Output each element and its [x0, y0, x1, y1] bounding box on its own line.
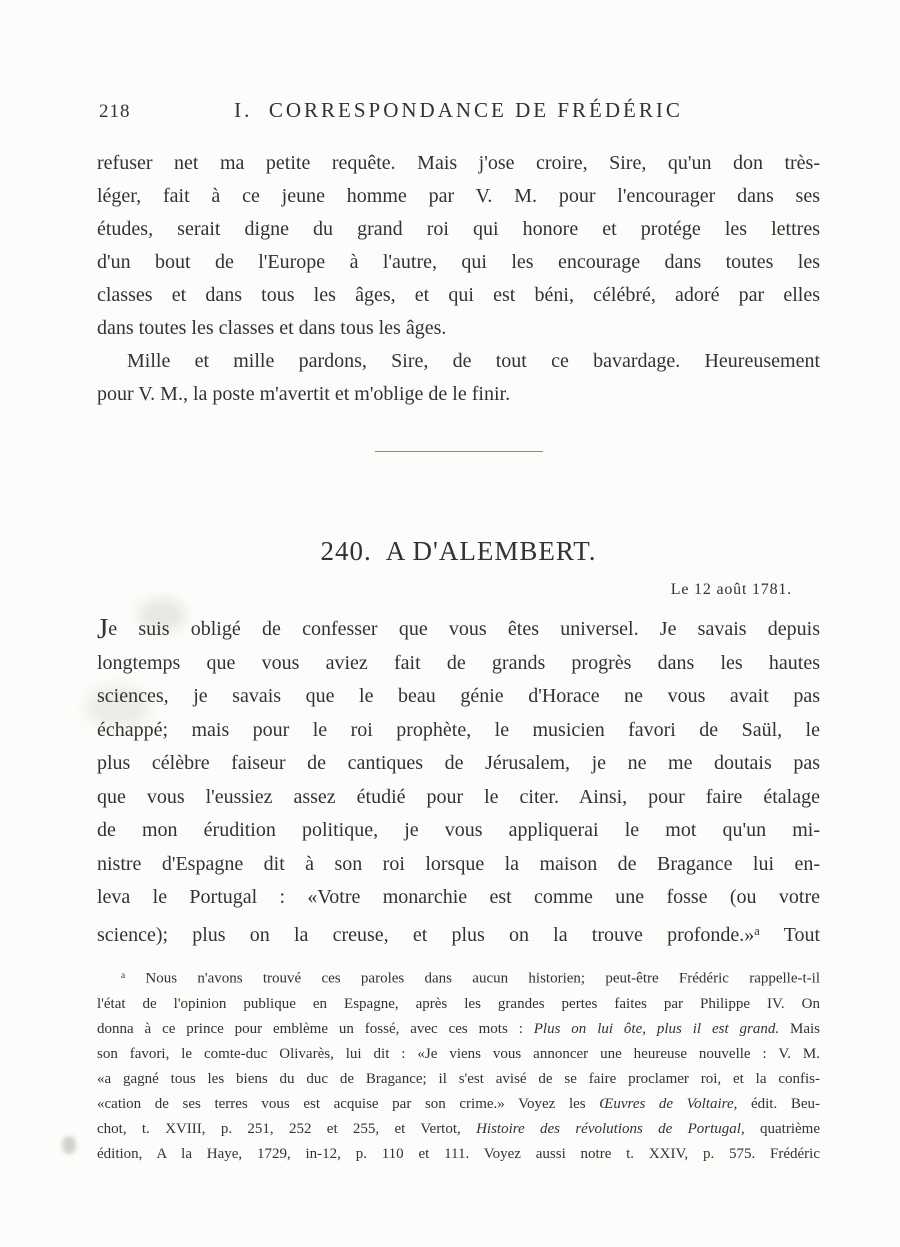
- text-line: que vous l'eussiez assez étudié pour le citer. Ainsi, pour faire étalage: [97, 785, 820, 808]
- section-divider: [375, 451, 543, 452]
- text-line: son favori, le comte-duc Olivarès, lui dit : «Je viens vous annoncer une heureuse nouvelle : V. M.: [97, 1045, 820, 1062]
- paragraph-letter-continuation: [97, 147, 820, 345]
- text-line: léger, fait à ce jeune homme par V. M. pour l'encourager dans ses: [97, 185, 820, 207]
- text-line: classes et dans tous les âges, et qui est béni, célébré, adoré par elles: [97, 284, 820, 306]
- text-line: de mon érudition politique, je vous appliquerai le mot qu'un mi-: [97, 819, 820, 841]
- text-line: dans toutes les classes et dans tous les âges.: [97, 317, 447, 339]
- text-line: refuser net ma petite requête. Mais j'ose croire, Sire, qu'un don très-: [97, 152, 820, 174]
- text-line: science); plus on la creuse, et plus on la trouve profonde.»$^a$ Tout: [97, 923, 820, 946]
- text-line: édition, A la Haye, 1729, in-12, p. 110 et 111. Voyez aussi notre t. XXIV, p. 575. Frédéric: [97, 1145, 820, 1162]
- text-line: plus célèbre faiseur de cantiques de Jérusalem, je ne me doutais pas: [97, 752, 820, 774]
- text-line: «cation de ses terres vous est acquise par son crime.» Voyez les Œuvres de Voltaire, édit. Beu-: [97, 1095, 820, 1112]
- text-line: pour V. M., la poste m'avertit et m'oblige de le finir.: [97, 383, 511, 405]
- running-title: I. CORRESPONDANCE DE FRÉDÉRIC: [234, 98, 683, 122]
- letter-heading: 240. A D'ALEMBERT.: [320, 536, 597, 566]
- initial-capital: J: [97, 613, 109, 645]
- text-line: l'état de l'opinion publique en Espagne, après les grandes pertes faites par Philippe IV. On: [97, 995, 820, 1012]
- text-line: donna à ce prince pour emblème un fossé, avec ces mots : Plus on lui ôte, plus il est grand. Mais: [97, 1020, 821, 1037]
- text-line: «a gagné tous les biens du duc de Bragance; il s'est avisé de se faire proclamer roi, et la confis-: [97, 1070, 820, 1087]
- text-line: sciences, je savais que le beau génie d'Horace ne vous avait pas: [97, 685, 820, 707]
- footnote-marker: a: [121, 971, 126, 982]
- text-line: d'un bout de l'Europe à l'autre, qui les encourage dans toutes les: [97, 251, 820, 273]
- footnote: [97, 964, 820, 1167]
- text-line: leva le Portugal : «Votre monarchie est comme une fosse (ou votre: [97, 886, 820, 908]
- text-blocks: [97, 147, 820, 1167]
- page-number: 218: [99, 101, 131, 122]
- text-line: chot, t. XVIII, p. 251, 252 et 255, et Vertot, Histoire des révolutions de Portugal, quatrième: [97, 1120, 820, 1137]
- text-line: études, serait digne du grand roi qui honore et protége les lettres: [97, 218, 820, 240]
- text-line: Je suis obligé de confesser que vous êtes universel. Je savais depuis: [97, 613, 820, 645]
- text-line: échappé; mais pour le roi prophète, le musicien favori de Saül, le: [97, 718, 820, 741]
- paragraph-letter-closing: [97, 345, 820, 411]
- text-line: longtemps que vous aviez fait de grands progrès dans les hautes: [97, 651, 820, 674]
- page-content: [97, 0, 820, 1167]
- letter-date: Le 12 août 1781.: [670, 581, 792, 598]
- scan-smudge: [62, 1136, 76, 1154]
- letter-body: [97, 613, 820, 952]
- text-line: $^a$ Nous n'avons trouvé ces paroles dans aucun historien; peut-être Frédéric rappelle-t-il: [121, 970, 820, 987]
- footnote-marker: a: [754, 923, 760, 938]
- text-line: nistre d'Espagne dit à son roi lorsque la maison de Bragance lui en-: [97, 852, 820, 875]
- page-header: [97, 98, 820, 124]
- text-line: Mille et mille pardons, Sire, de tout ce bavardage. Heureusement: [127, 350, 820, 372]
